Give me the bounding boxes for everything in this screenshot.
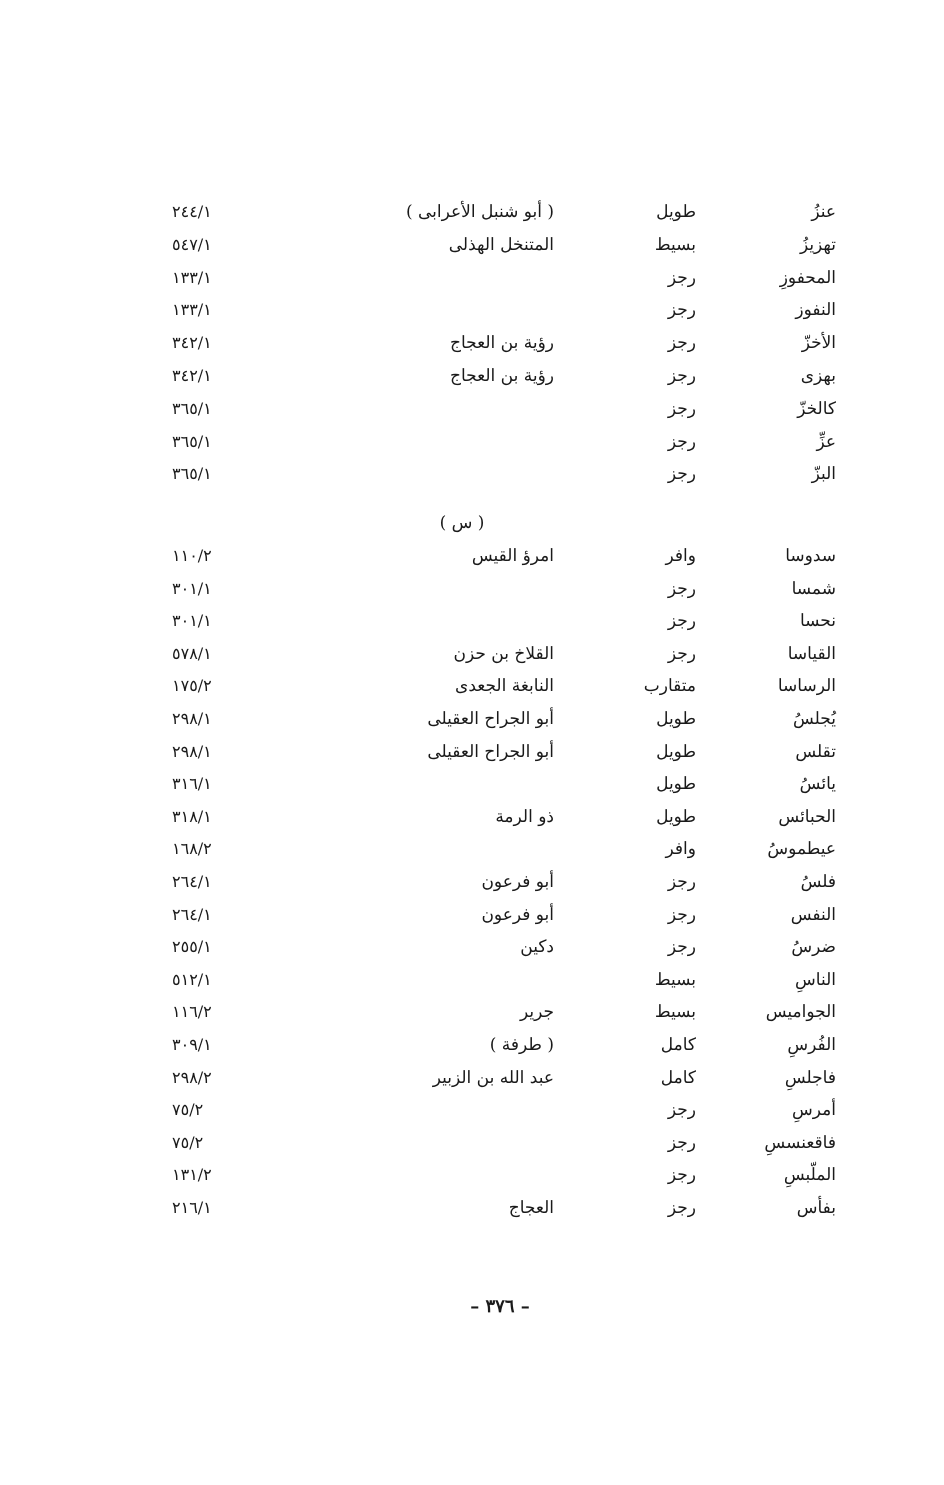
page-reference: ٢٤٤/١: [172, 202, 212, 221]
rhyme-word: الناسِ: [795, 969, 836, 990]
page-number: – ٣٧٦ –: [470, 1296, 530, 1317]
index-row: [0, 360, 944, 393]
rhyme-word: الحبائس: [778, 806, 836, 827]
page-reference: ١٣٣/١: [172, 300, 212, 320]
index-row: [0, 262, 944, 295]
meter-name: طويل: [656, 806, 696, 827]
meter-name: رجز: [667, 904, 696, 925]
page-reference: ٣٤٢/١: [172, 333, 212, 353]
rhyme-word: تهزيزُ: [799, 234, 836, 255]
index-row: [0, 393, 944, 426]
rhyme-word: نحسا: [799, 611, 836, 632]
index-row: [0, 1192, 944, 1225]
index-row: [0, 229, 944, 262]
rhyme-word: يائسُ: [799, 774, 836, 795]
meter-name: رجز: [667, 300, 696, 321]
index-row: [0, 899, 944, 932]
index-row: [0, 458, 944, 491]
page-reference: ٣٦٥/١: [172, 464, 212, 484]
page-reference: ٣١٦/١: [172, 774, 212, 794]
rhyme-word: تقلس: [795, 741, 836, 762]
meter-name: رجز: [667, 1100, 696, 1121]
index-row: [0, 703, 944, 736]
meter-name: طويل: [656, 741, 696, 762]
page-reference: ١١٠/٢: [172, 546, 212, 565]
meter-name: رجز: [667, 643, 696, 664]
rhyme-word: المحفوزِ: [779, 267, 836, 288]
page-reference: ٣٠١/١: [172, 611, 212, 631]
meter-name: رجز: [667, 611, 696, 632]
meter-name: رجز: [667, 398, 696, 419]
meter-name: رجز: [667, 871, 696, 892]
index-row: [0, 1159, 944, 1192]
poet-name: القلاخ بن حزن: [453, 643, 554, 664]
poet-name: المتنخل الهذلى: [448, 234, 554, 255]
rhyme-word: بهزى: [800, 365, 836, 386]
meter-name: بسيط: [654, 234, 696, 255]
poet-name: رؤية بن العجاج: [450, 365, 554, 386]
index-row: [0, 833, 944, 866]
index-row: [0, 638, 944, 671]
page-reference: ٣٠١/١: [172, 578, 212, 598]
rhyme-word: يُجلسُ: [792, 708, 836, 729]
meter-name: رجز: [667, 1132, 696, 1153]
index-row: [0, 294, 944, 327]
rhyme-word: كالخزّ: [797, 398, 836, 419]
rhyme-word: النفس: [790, 904, 836, 925]
rhyme-index-section-sin: [0, 540, 944, 1224]
meter-name: طويل: [656, 708, 696, 729]
poet-name: النابغة الجعدى: [455, 676, 554, 697]
meter-name: طويل: [656, 202, 696, 222]
poet-name: رؤية بن العجاج: [450, 333, 554, 354]
page-reference: ٧٥/٢: [172, 1132, 204, 1152]
rhyme-word: القياسا: [787, 643, 836, 664]
meter-name: متقارب: [643, 676, 696, 697]
page-reference: ٣١٨/١: [172, 806, 212, 826]
meter-name: طويل: [656, 774, 696, 795]
page-reference: ٥١٢/١: [172, 969, 212, 989]
page-reference: ٣٦٥/١: [172, 431, 212, 451]
poet-name: أبو الجراح العقيلى: [427, 708, 554, 729]
rhyme-word: الرساسا: [777, 676, 836, 697]
rhyme-word: فاجلسِ: [784, 1067, 836, 1088]
rhyme-word: النفوز: [795, 300, 836, 321]
poet-name: العجاج: [508, 1197, 554, 1218]
meter-name: رجز: [667, 464, 696, 485]
rhyme-word: الجواميس: [765, 1002, 836, 1023]
poet-name: جرير: [520, 1002, 554, 1023]
meter-name: بسيط: [654, 1002, 696, 1023]
rhyme-word: شمسا: [791, 578, 836, 599]
poet-name: دكين: [520, 937, 554, 958]
meter-name: رجز: [667, 578, 696, 599]
index-row: [0, 196, 944, 229]
page-reference: ١٦٨/٢: [172, 839, 212, 859]
page-reference: ١١٦/٢: [172, 1002, 212, 1022]
page-reference: ٣٤٢/١: [172, 365, 212, 385]
meter-name: رجز: [667, 267, 696, 288]
poet-name: أبو الجراح العقيلى: [427, 741, 554, 762]
page-reference: ٢٩٨/١: [172, 708, 212, 728]
index-row: [0, 1127, 944, 1160]
page-reference: ٢٦٤/١: [172, 904, 212, 924]
index-row: [0, 801, 944, 834]
page-reference: ٥٧٨/١: [172, 643, 212, 663]
page-reference: ١٣٣/١: [172, 267, 212, 287]
rhyme-word: فاقعنسسِ: [764, 1132, 836, 1153]
poet-name: أبو فرعون: [481, 904, 554, 925]
index-row: [0, 768, 944, 801]
index-row: [0, 1094, 944, 1127]
index-row: [0, 540, 944, 573]
meter-name: رجز: [667, 431, 696, 452]
rhyme-word: الملّبسِ: [783, 1165, 836, 1186]
page-reference: ٢٥٥/١: [172, 937, 212, 957]
rhyme-word: ضرسُ: [791, 937, 836, 958]
page-reference: ١٧٥/٢: [172, 676, 212, 696]
meter-name: كامل: [660, 1034, 696, 1055]
index-row: [0, 670, 944, 703]
meter-name: رجز: [667, 937, 696, 958]
index-row: [0, 964, 944, 997]
index-row: [0, 996, 944, 1029]
meter-name: وافر: [665, 839, 696, 860]
index-row: [0, 327, 944, 360]
meter-name: رجز: [667, 1165, 696, 1186]
index-row: [0, 605, 944, 638]
rhyme-word: أمرسِ: [792, 1100, 836, 1121]
page-reference: ٢١٦/١: [172, 1197, 212, 1217]
index-row: [0, 573, 944, 606]
rhyme-word: عيطموسُ: [767, 839, 836, 860]
page-reference: ٢٩٨/١: [172, 741, 212, 761]
rhyme-word: عنزُ: [811, 202, 836, 222]
meter-name: رجز: [667, 365, 696, 386]
poet-name: ( أبو شنبل الأعرابى ): [405, 202, 554, 222]
rhyme-word: البزّ: [811, 464, 836, 485]
index-row: [0, 426, 944, 459]
index-row: [0, 1029, 944, 1062]
letter-heading: ( س ): [439, 513, 485, 533]
rhyme-word: فلسُ: [800, 871, 836, 892]
page-reference: ٣٦٥/١: [172, 398, 212, 418]
index-row: [0, 736, 944, 769]
rhyme-word: الأخزّ: [801, 333, 836, 354]
poet-name: ( طرفة ): [489, 1034, 554, 1055]
page-reference: ٢٦٤/١: [172, 871, 212, 891]
page-reference: ٢٩٨/٢: [172, 1067, 212, 1087]
rhyme-word: الفُرسِ: [787, 1034, 836, 1055]
poet-name: ذو الرمة: [495, 806, 554, 827]
rhyme-word: عزِّ: [816, 431, 836, 452]
page-reference: ٧٥/٢: [172, 1100, 204, 1120]
page-reference: ٣٠٩/١: [172, 1034, 212, 1054]
page-reference: ١٣١/٢: [172, 1165, 212, 1185]
rhyme-index-section-zay: [0, 196, 944, 491]
index-row: [0, 1062, 944, 1095]
index-row: [0, 931, 944, 964]
poet-name: عبد الله بن الزبير: [432, 1067, 554, 1088]
meter-name: وافر: [665, 546, 696, 566]
index-row: [0, 866, 944, 899]
meter-name: رجز: [667, 1197, 696, 1218]
rhyme-word: بفأس: [796, 1197, 836, 1218]
poet-name: امرؤ القيس: [471, 546, 554, 566]
poet-name: أبو فرعون: [481, 871, 554, 892]
meter-name: كامل: [660, 1067, 696, 1088]
meter-name: رجز: [667, 333, 696, 354]
meter-name: بسيط: [654, 969, 696, 990]
page-reference: ٥٤٧/١: [172, 234, 212, 254]
rhyme-word: سدوسا: [785, 546, 836, 566]
